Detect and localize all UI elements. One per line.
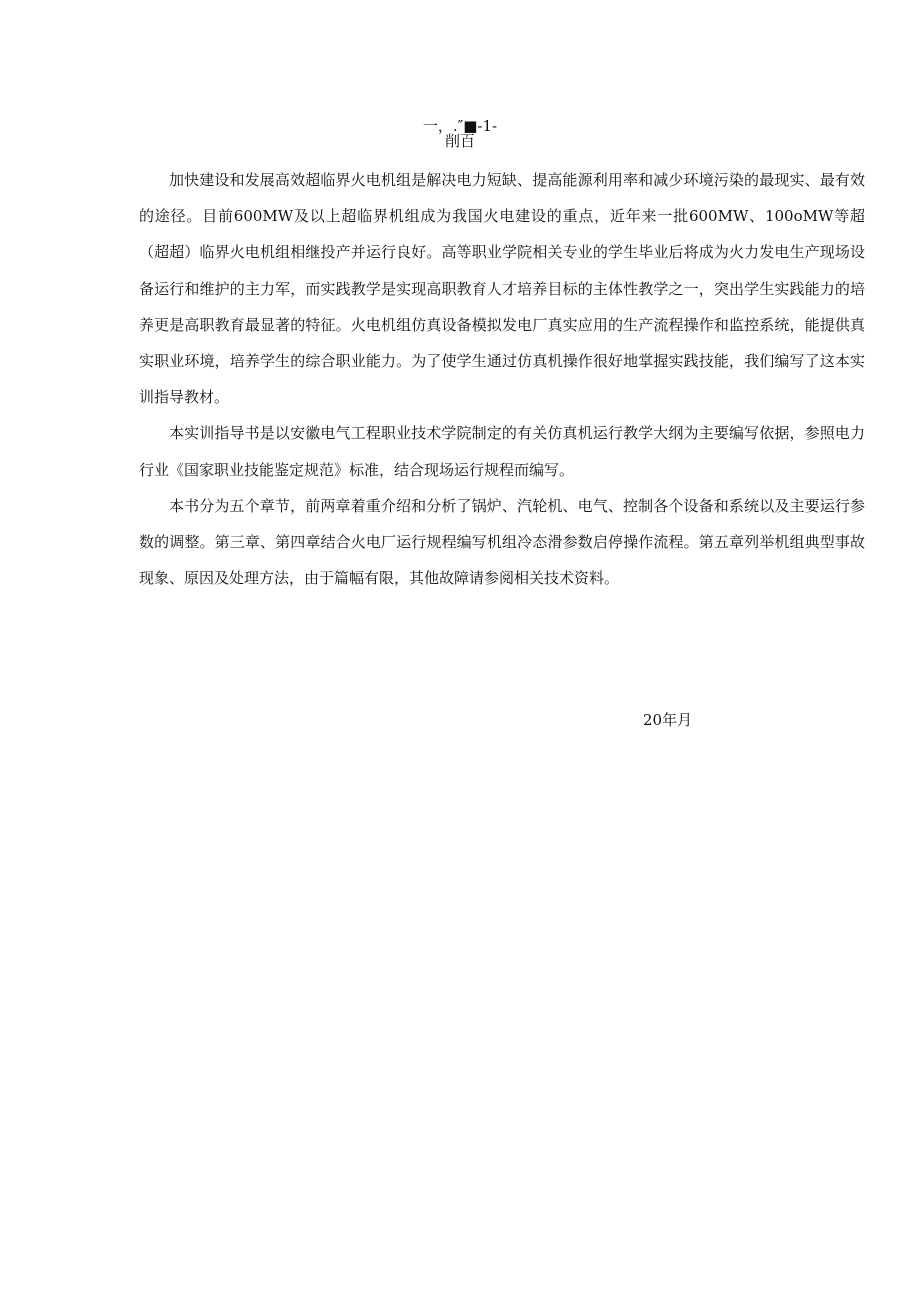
paragraph-3: 本书分为五个章节，前两章着重介绍和分析了锅炉、汽轮机、电气、控制各个设备和系统以及主要运行参数的调整。第三章、第四章结合火电厂运行规程编写机组冷态滑参数启停操作流程。第五章列举机组典型事故现象、原因及处理方法，由于篇幅有限，其他故障请参阅相关技术资料。 — [139, 496, 865, 588]
paragraph-1: 加快建设和发展高效超临界火电机组是解决电力短缺、提高能源利用率和减少环境污染的最现实、最有效的途径。目前600MW及以上超临界机组成为我国火电建设的重点，近年来一批600MW、100oMW等超（超超）临界火电机组相继投产并运行良好。高等职业学院相关专业的学生毕业后将成为火力发电生产现场设备运行和维护的主力军，而实践教学是实现高职教育人才培养目标的主体性教学之一，突出学生实践能力的培养更是高职教育最显著的特征。火电机组仿真设备模拟发电厂真实应用的生产流程操作和监控系统，能提供真实职业环境，培养学生的综合职业能力。为了使学生通过仿真机操作很好地掌握实践技能，我们编写了这本实训指导教材。 — [139, 171, 865, 407]
paragraph-2: 本实训指导书是以安徽电气工程职业技术学院制定的有关仿真机运行教学大纲为主要编写依据，参照电力行业《国家职业技能鉴定规范》标准，结合现场运行规程而编写。 — [139, 424, 865, 479]
body-text — [139, 162, 865, 596]
date-line: 20年月 — [643, 711, 693, 729]
header-marks: 一，.″■-1- — [422, 117, 498, 135]
page-title: 削百 — [444, 132, 475, 150]
